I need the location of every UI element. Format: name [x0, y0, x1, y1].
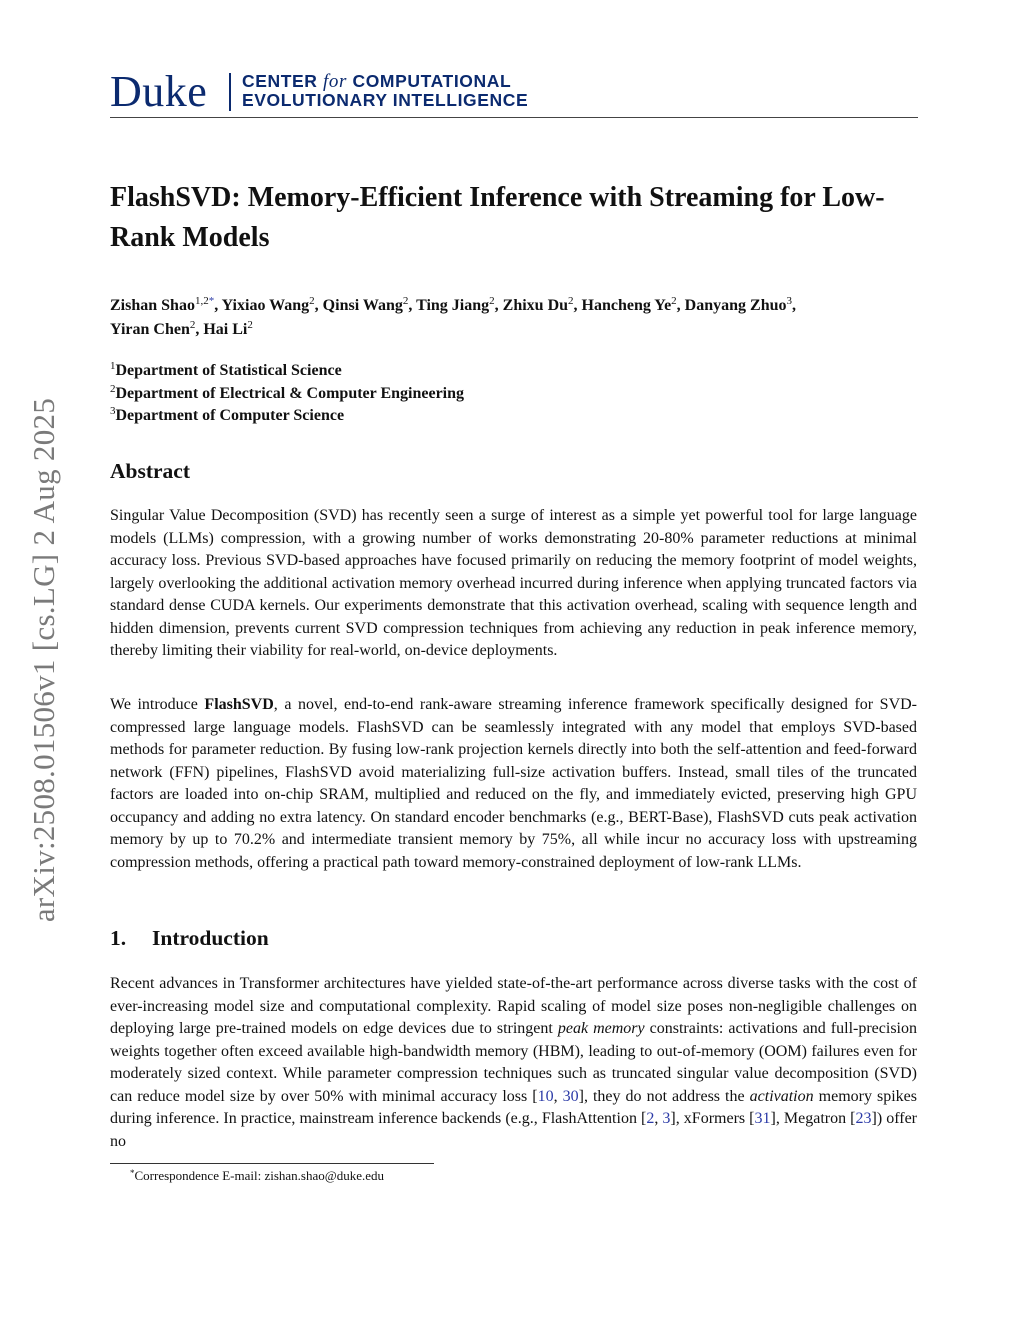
intro-text: constraints: activations and full-precision weights together often exceed available high-bandwidth memory (HBM), leading to out-of-memory (OOM) failures even for moderately sized context. While parameter compression techniques such as truncated singular value decomposition (SVD) can reduce model size by over 50% with minimal accuracy loss [ [110, 1020, 918, 1105]
affiliation-name: Department of Electrical & Computer Engineering [115, 384, 465, 402]
author-name: Ting Jiang [416, 297, 490, 314]
correspondence-star-link[interactable]: * [208, 295, 215, 307]
affiliation-number: 2 [489, 295, 495, 307]
author-entry [503, 297, 582, 314]
author-list [110, 294, 925, 342]
author-separator: , [408, 297, 417, 314]
author-separator: , [676, 297, 685, 314]
paper-title: FlashSVD: Memory-Efficient Inference with Streaming for Low-Rank Models [110, 182, 885, 253]
author-entry [582, 297, 685, 314]
affiliation-number: 2 [568, 295, 574, 307]
author-entry [416, 297, 503, 314]
author-separator: , [792, 297, 796, 314]
citation-link[interactable]: 3 [662, 1110, 671, 1127]
author-name: Zishan Shao [110, 297, 195, 314]
logo-divider [229, 73, 231, 111]
intro-text: memory spikes during inference. In practice, mainstream inference backends (e.g., FlashAttention [ [110, 1087, 917, 1127]
arxiv-side-stamp: arXiv:2508.01506v1 [cs.LG] 2 Aug 2025 [26, 397, 61, 923]
duke-logo-wordmark: Duke [110, 67, 208, 116]
intro-text: , [553, 1087, 563, 1105]
author-affiliation-mark [195, 295, 214, 307]
center-name-line2: EVOLUTIONARY INTELLIGENCE [242, 90, 529, 110]
introduction-paragraph-1 [110, 973, 917, 1153]
abstract-paragraph-2 [110, 694, 917, 874]
author-entry [222, 297, 323, 314]
author-separator: , [573, 297, 582, 314]
citation-link[interactable]: 23 [855, 1110, 872, 1127]
section-number: 1. [110, 926, 127, 950]
affiliation-number: 2 [110, 382, 116, 395]
author-name: Qinsi Wang [322, 297, 403, 314]
affiliation-item [110, 360, 464, 383]
affiliation-number: 2 [671, 295, 677, 307]
section-title: Introduction [152, 926, 269, 950]
author-entry [110, 297, 222, 314]
affiliation-number: 2 [189, 319, 196, 331]
author-affiliation-mark [247, 319, 253, 331]
intro-text: ], xFormers [ [670, 1110, 755, 1127]
affiliation-name: Department of Computer Science [115, 407, 345, 424]
affiliation-item [110, 383, 464, 406]
author-separator: , [214, 297, 222, 314]
center-line1-for: for [323, 71, 347, 92]
citation-link[interactable]: 30 [562, 1087, 579, 1105]
author-entry [110, 321, 203, 338]
intro-text: , [654, 1110, 663, 1127]
intro-emphasis: activation [749, 1087, 814, 1105]
author-separator: , [314, 297, 323, 314]
footnote-rule [110, 1163, 434, 1164]
header-rule [110, 117, 918, 118]
affiliation-number: 2 [247, 319, 253, 331]
affiliation-item [110, 405, 464, 428]
affiliation-number: 1 [110, 360, 116, 372]
affiliation-number: 2 [309, 295, 315, 307]
citation-link[interactable]: 10 [537, 1087, 554, 1105]
footnote-text: Correspondence E-mail: zishan.shao@duke.edu [134, 1168, 385, 1183]
intro-text: Recent advances in Transformer architectures have yielded state-of-the-art performance across diverse tasks with the cost of ever-increasing model size and computational complexity. Rapid scaling of model size poses non-negligible challenges on deploying large pre-trained models on edge devices due to stringent [110, 975, 917, 1037]
abstract-paragraph-1: Singular Value Decomposition (SVD) has recently seen a surge of interest as a simple yet powerful tool for large language models (LLMs) compression, with a growing number of works demonstrating 20-80% parameter reductions at minimal accuracy loss. Previous SVD-based approaches have focused primarily on reducing the memory footprint of model weights, largely overlooking the additional activation memory overhead incurred during inference when applying truncated factors via standard dense CUDA kernels. Our experiments demonstrate that this activation overhead, scaling with sequence length and hidden dimension, prevents current SVD compression techniques from achieving any reduction in peak inference memory, thereby limiting their viability for real-world, on-device deployments. [110, 507, 917, 659]
center-name-logo [242, 72, 528, 110]
author-name: Danyang Zhuo [684, 297, 787, 314]
intro-emphasis: peak memory [557, 1020, 645, 1037]
affiliation-list [110, 360, 464, 428]
correspondence-footnote [130, 1168, 384, 1184]
abstract-p2-pre: We introduce [110, 696, 205, 713]
author-name: Zhixu Du [502, 297, 569, 314]
author-name: Yixiao Wang [221, 297, 310, 314]
citation-link[interactable]: 31 [754, 1110, 771, 1127]
author-name: Hancheng Ye [581, 297, 672, 314]
footnote-mark: * [130, 1168, 135, 1178]
author-separator: , [195, 321, 204, 338]
author-entry [323, 297, 416, 314]
center-line1-pre: CENTER [242, 71, 324, 91]
flashsvd-bold-term: FlashSVD [204, 696, 274, 713]
intro-text: ], they do not address the [578, 1087, 750, 1105]
affiliation-number: 3 [110, 405, 116, 417]
center-name-line1 [242, 72, 528, 91]
affiliation-name: Department of Statistical Science [115, 362, 342, 379]
intro-text: ]) offer no [110, 1110, 918, 1150]
citation-link[interactable]: 2 [646, 1110, 655, 1127]
author-entry [203, 321, 253, 338]
affiliation-number: 3 [786, 295, 792, 307]
author-name: Hai Li [203, 321, 248, 338]
affiliation-number: 1,2 [194, 295, 209, 307]
abstract-heading: Abstract [110, 459, 191, 483]
intro-text: ], Megatron [ [770, 1110, 856, 1127]
author-name: Yiran Chen [110, 321, 190, 338]
author-entry [685, 297, 796, 314]
author-separator: , [494, 297, 503, 314]
introduction-heading [110, 926, 269, 951]
center-line1-post: COMPUTATIONAL [347, 71, 512, 91]
affiliation-number: 2 [402, 295, 409, 307]
abstract-p2-post: , a novel, end-to-end rank-aware streaming inference framework specifically designed for SVD-compressed large language models. FlashSVD can be seamlessly integrated with any model that employs SVD-based methods for parameter reduction. By fusing low-rank projection kernels directly into both the self-attention and feed-forward network (FFN) pipelines, FlashSVD avoid materializing full-size activation buffers. Instead, small tiles of the truncated factors are loaded into on-chip SRAM, multiplied and reduced on the fly, and immediately evicted, preserving high GPU occupancy and adding no extra latency. On standard encoder benchmarks (e.g., BERT-Base), FlashSVD cuts peak activation memory by up to 70.2% and intermediate transient memory by 75%, all while incur no accuracy loss with upstreaming compression methods, offering a practical path toward memory-constrained deployment of low-rank LLMs. [110, 696, 918, 871]
